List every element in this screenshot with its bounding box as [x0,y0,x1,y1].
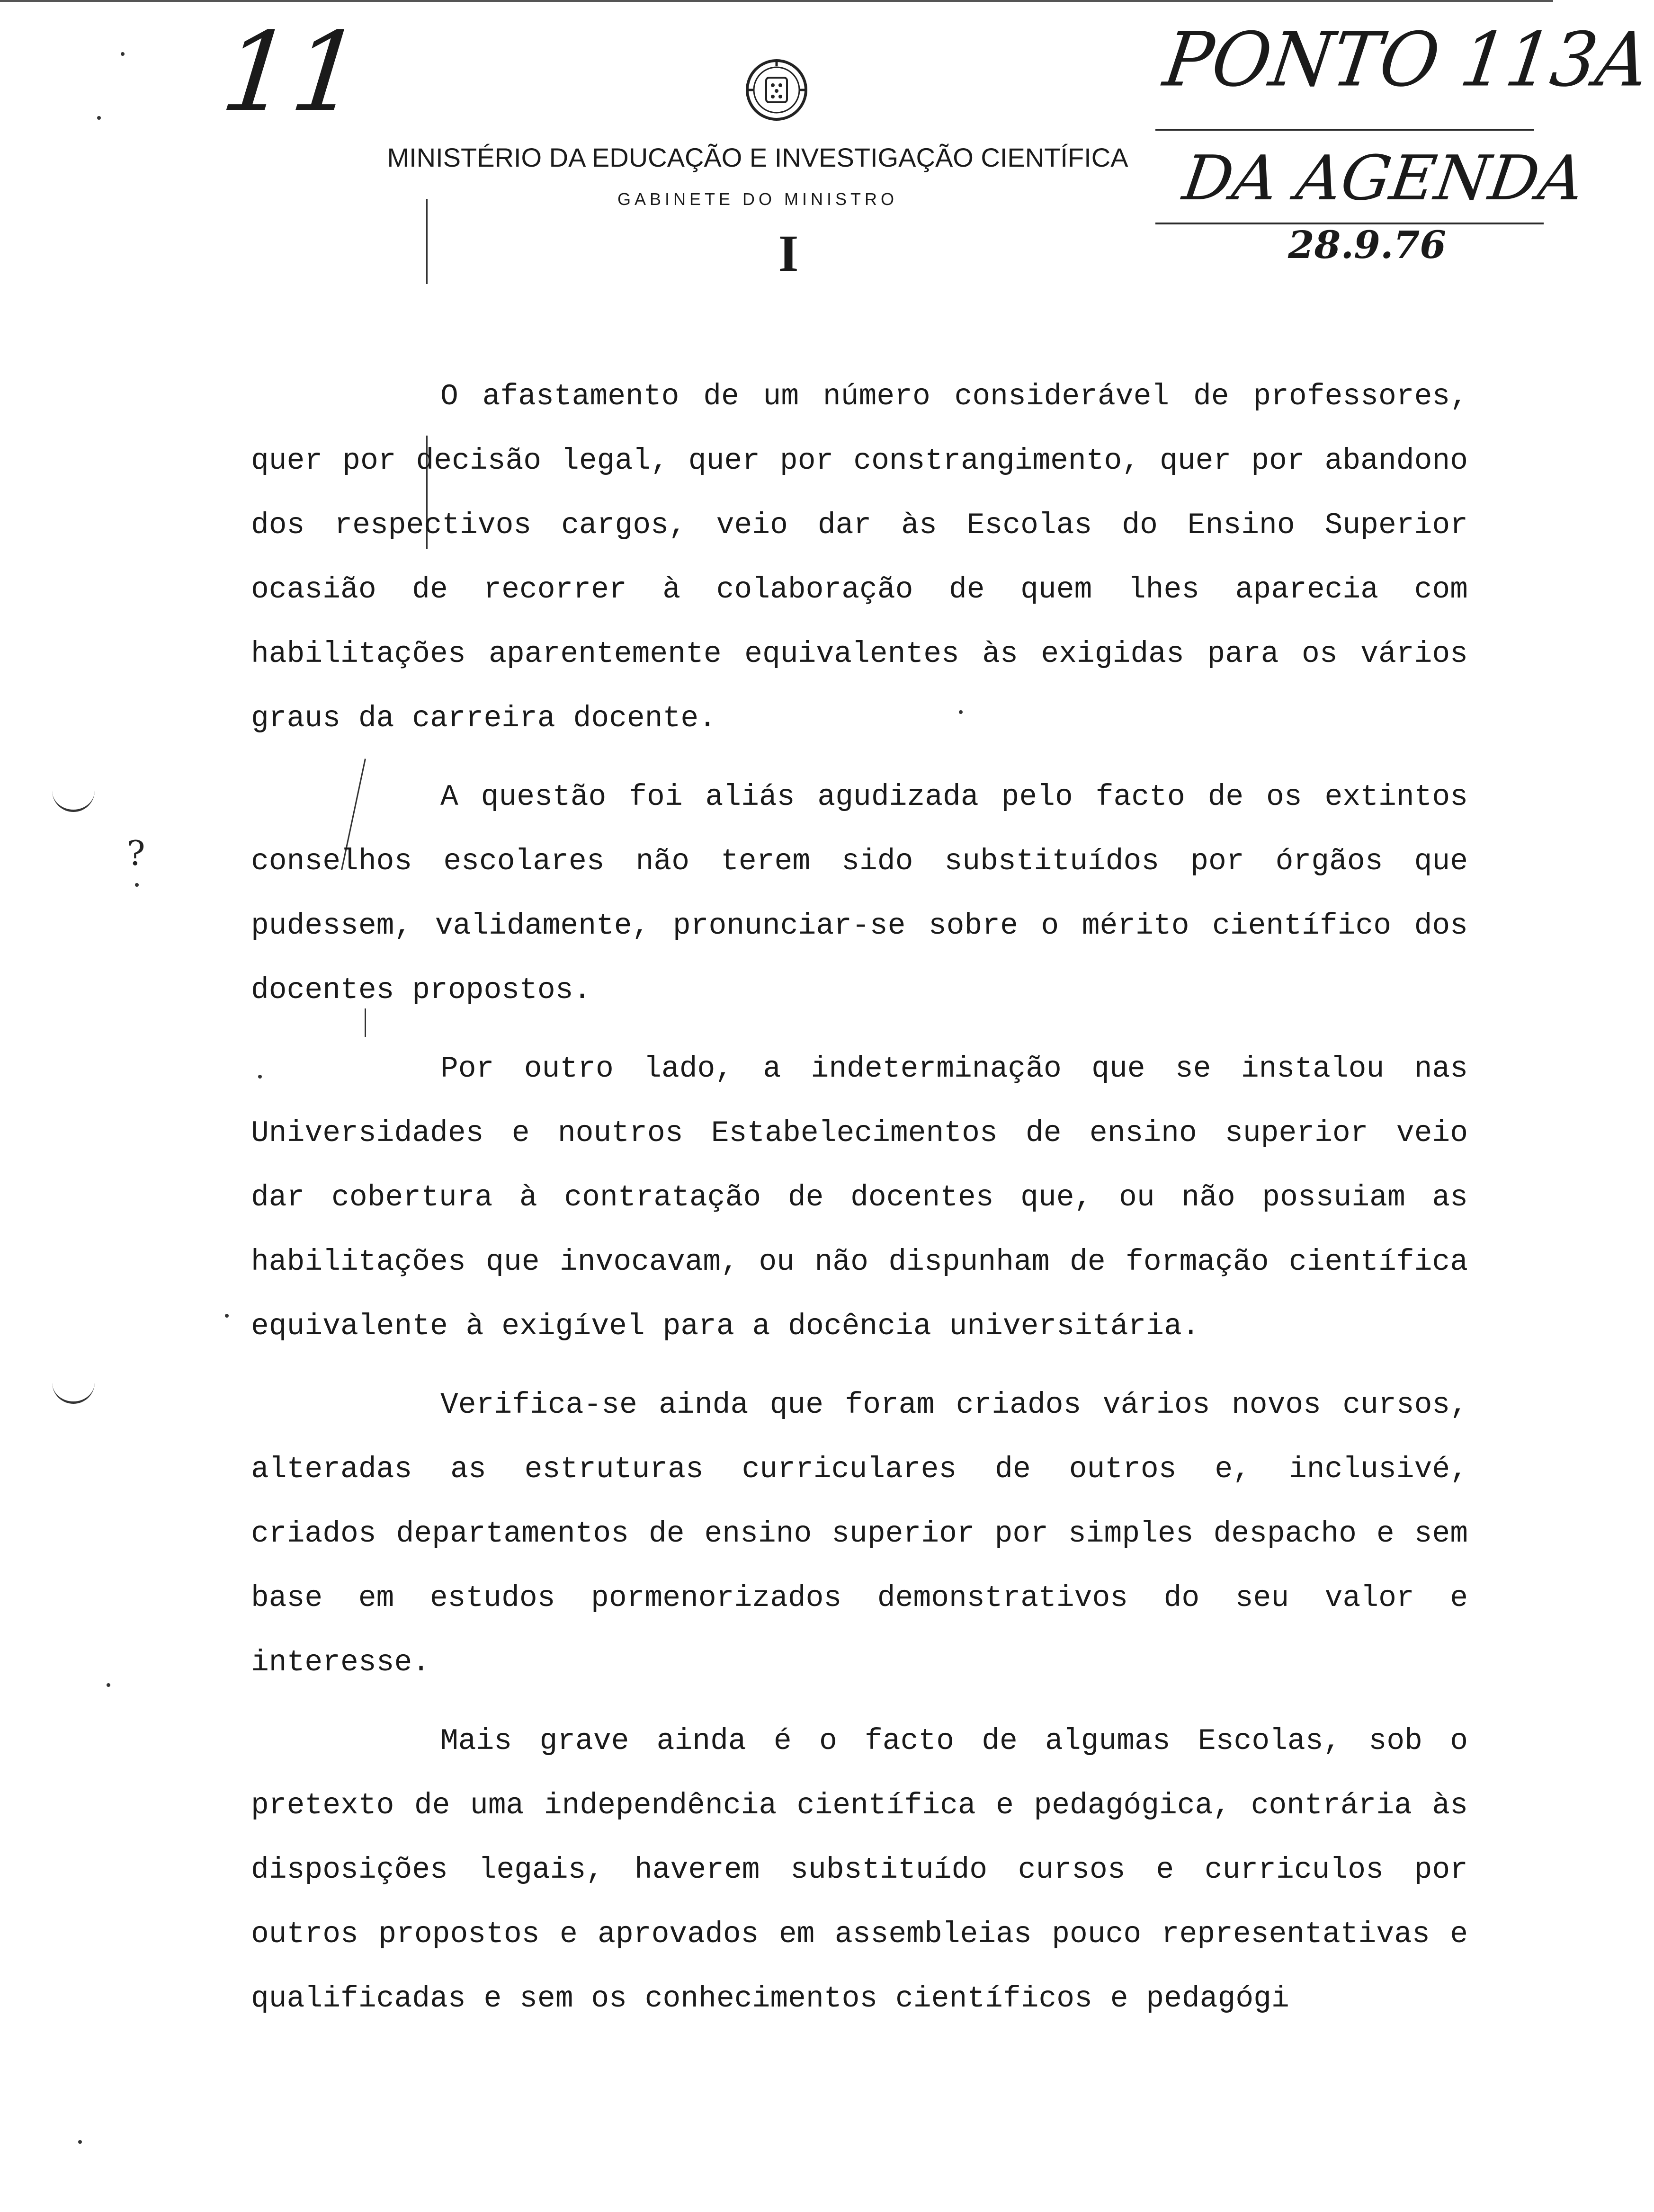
cabinet-subtitle: GABINETE DO MINISTRO [617,189,898,209]
paragraph: Por outro lado, a indeterminação que se instalou nas Universidades e noutros Estabelecimentos de ensino superior veio dar cobertura à contratação de docentes que, ou não possuiam as habilitações que invocavam, ou não dispunham de formação científica equivalente à exigível para a docência universitária. [251,1052,1468,1343]
handwritten-date: 28.9.76 [1288,223,1447,267]
handwritten-page-number: 11 [215,9,368,136]
margin-dot [78,2140,82,2144]
handwritten-note-line2: DA AGENDA [1179,142,1589,214]
margin-dot [135,883,139,887]
section-numeral: I [778,224,799,282]
top-border [0,0,1553,2]
coat-of-arms-icon [743,57,810,123]
margin-bracket-mark [52,781,95,812]
paragraph: A questão foi aliás agudizada pelo facto de os extintos conselhos escolares não terem sido substituídos por órgãos que pudessem, validamente, pronunciar-se sobre o mérito científico dos docentes propostos. [251,780,1468,1007]
paragraph: Verifica-se ainda que foram criados vários novos cursos, alteradas as estruturas curriculares de outros e, inclusivé, criados departamentos de ensino superior por simples despacho e sem base em estudos pormenorizados demonstrativos do seu valor e interesse. [251,1388,1468,1679]
paragraph: O afastamento de um número considerável de professores, quer por decisão legal, quer por constrangimento, quer por abandono dos respectivos cargos, veio dar às Escolas do Ensino Superior ocasião de recorrer à colaboração de quem lhes aparecia com habilitações aparentemente equivalentes às exigidas para os vários graus da carreira docente. [251,380,1468,735]
margin-question-mark: ? [127,833,145,873]
margin-bracket-mark [52,1373,95,1404]
ministry-title: MINISTÉRIO DA EDUCAÇÃO E INVESTIGAÇÃO CIENTÍFICA [387,143,1128,172]
paragraph: Mais grave ainda é o facto de algumas Escolas, sob o pretexto de uma independência científica e pedagógica, contrária às disposições legais, haverem substituído cursos e curriculos por outros propostos e aprovados em assembleias pouco representativas e qualificadas e sem os conhecimentos científicos e pedagógi [251,1724,1468,2016]
handwritten-underline-1 [1155,129,1534,131]
margin-dot [107,1683,110,1687]
letter-body [251,365,1468,2045]
margin-dot [225,1314,229,1318]
handwritten-note-line1: PONTO 113A [1159,17,1654,104]
pencil-stroke [426,199,428,284]
margin-dot [97,116,101,120]
margin-dot [121,52,125,56]
